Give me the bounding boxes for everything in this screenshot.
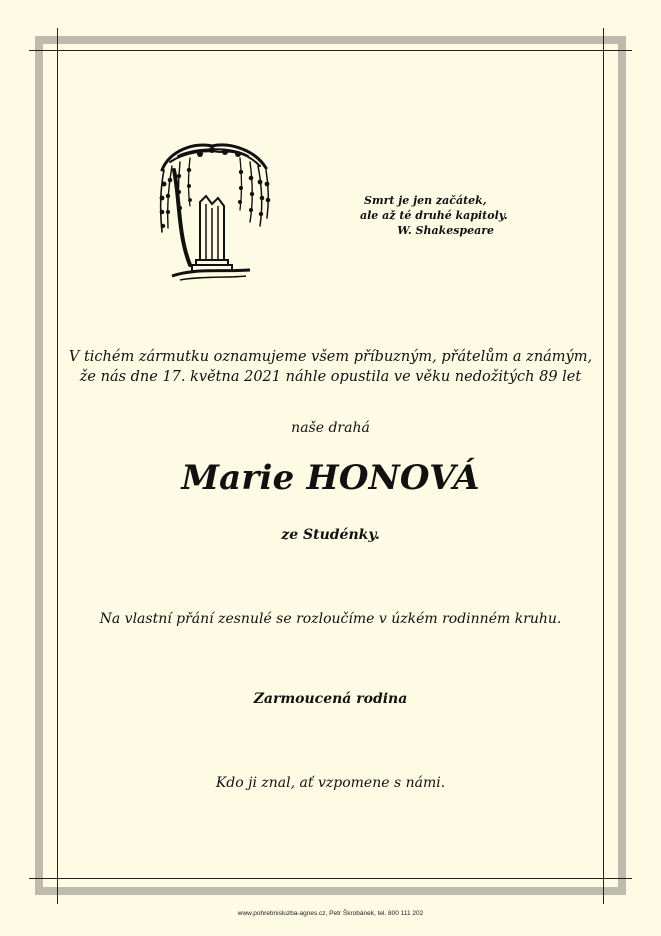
announcement-text xyxy=(0,347,661,387)
deceased-origin: ze Studénky. xyxy=(281,527,380,543)
frame-line-bottom xyxy=(29,878,632,879)
announcement-line-2: že nás dne 17. května 2021 náhle opustila ve věku nedožitých 89 let xyxy=(79,369,582,385)
family-signature: Zarmoucená rodina xyxy=(253,691,408,707)
quote-author: W. Shakespeare xyxy=(397,224,494,237)
quote-line-2: ale až té druhé kapitoly. xyxy=(360,209,508,222)
deceased-name: Marie HONOVÁ xyxy=(181,458,480,498)
announcement-line-1: V tichém zármutku oznamujeme všem příbuzným, přátelům a známým, xyxy=(68,349,593,365)
memory-line: Kdo ji znal, ať vzpomene s námi. xyxy=(215,775,446,791)
frame-band-bottom xyxy=(35,887,626,895)
frame-line-top xyxy=(29,50,632,51)
willow-column-emblem xyxy=(150,140,275,285)
deceased-intro: naše drahá xyxy=(291,420,370,436)
funeral-service-footer: www.pohrebnisluzba-agnes.cz, Petr Škrobánek, tel. 800 111 202 xyxy=(237,910,424,917)
quote-line-1: Smrt je jen začátek, xyxy=(364,194,487,207)
frame-band-top xyxy=(35,36,626,44)
shakespeare-quote xyxy=(360,193,508,238)
funeral-wish: Na vlastní přání zesnulé se rozloučíme v úzkém rodinném kruhu. xyxy=(99,611,562,627)
